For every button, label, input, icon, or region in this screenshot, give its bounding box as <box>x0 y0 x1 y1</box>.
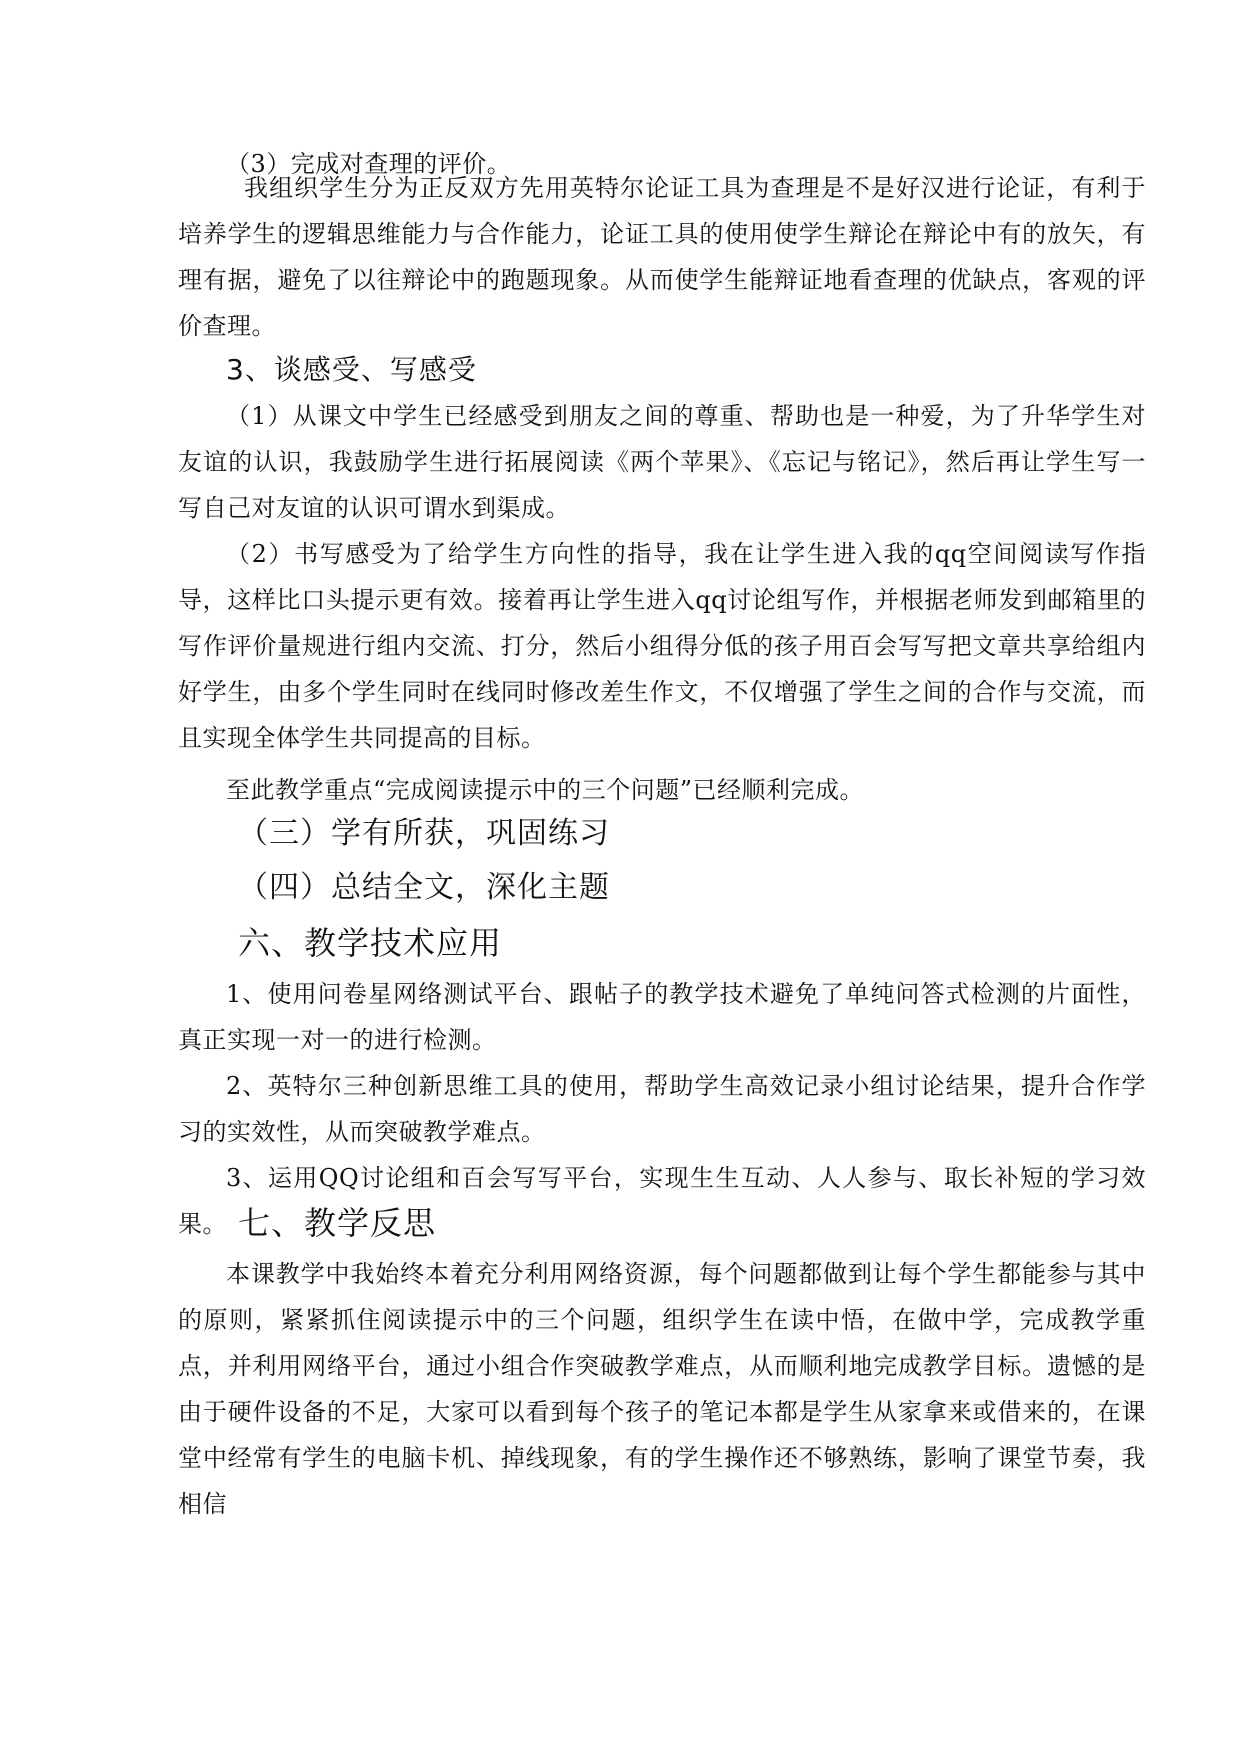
section-four-heading: （四）总结全文，深化主题 <box>238 870 610 905</box>
section-three-heading: （三）学有所获，巩固练习 <box>238 816 610 851</box>
section-seven-heading: 七、教学反思 <box>238 1204 437 1242</box>
summary-paragraph: 至此教学重点“完成阅读提示中的三个问题”已经顺利完成。 <box>226 776 865 804</box>
section-six-heading: 六、教学技术应用 <box>238 924 503 962</box>
feel-heading: 3、谈感受、写感受 <box>226 353 477 386</box>
tech-item-2: 2、英特尔三种创新思维工具的使用，帮助学生高效记录小组讨论结果，提升合作学习的实效性，从而突破教学难点。 <box>178 1072 1146 1146</box>
tech-item-1: 1、使用问卷星网络测试平台、跟帖子的教学技术避免了单纯问答式检测的片面性，真正实现一对一的进行检测。 <box>178 980 1146 1054</box>
feel-paragraph-1: （1）从课文中学生已经感受到朋友之间的尊重、帮助也是一种爱，为了升华学生对友谊的认识，我鼓励学生进行拓展阅读《两个苹果》、《忘记与铭记》，然后再让学生写一写自己对友谊的认识可谓水到渠成。 <box>178 402 1146 522</box>
feel-paragraph-2: （2）书写感受为了给学生方向性的指导，我在让学生进入我的qq空间阅读写作指导，这样比口头提示更有效。接着再让学生进入qq讨论组写作，并根据老师发到邮箱里的写作评价量规进行组内交流、打分，然后小组得分低的孩子用百会写写把文章共享给组内好学生，由多个学生同时在线同时修改差生作文，不仅增强了学生之间的合作与交流，而且实现全体学生共同提高的目标。 <box>178 540 1146 752</box>
eval-paragraph: 我组织学生分为正反双方先用英特尔论证工具为查理是不是好汉进行论证，有利于培养学生的逻辑思维能力与合作能力，论证工具的使用使学生辩论在辩论中有的放矢，有理有据，避免了以往辩论中的跑题现象。从而使学生能辩证地看查理的优缺点，客观的评价查理。 <box>178 174 1146 340</box>
tech-item-3: 3、运用QQ讨论组和百会写写平台，实现生生互动、人人参与、取长补短的学习效果。 <box>178 1164 1146 1238</box>
eval-subtitle: （3）完成对查理的评价。 <box>226 150 512 178</box>
reflection-paragraph: 本课教学中我始终本着充分利用网络资源，每个问题都做到让每个学生都能参与其中的原则，紧紧抓住阅读提示中的三个问题，组织学生在读中悟，在做中学，完成教学重点，并利用网络平台，通过小组合作突破教学难点，从而顺利地完成教学目标。遗憾的是由于硬件设备的不足，大家可以看到每个孩子的笔记本都是学生从家拿来或借来的，在课堂中经常有学生的电脑卡机、掉线现象，有的学生操作还不够熟练，影响了课堂节奏，我相信 <box>178 1260 1146 1518</box>
